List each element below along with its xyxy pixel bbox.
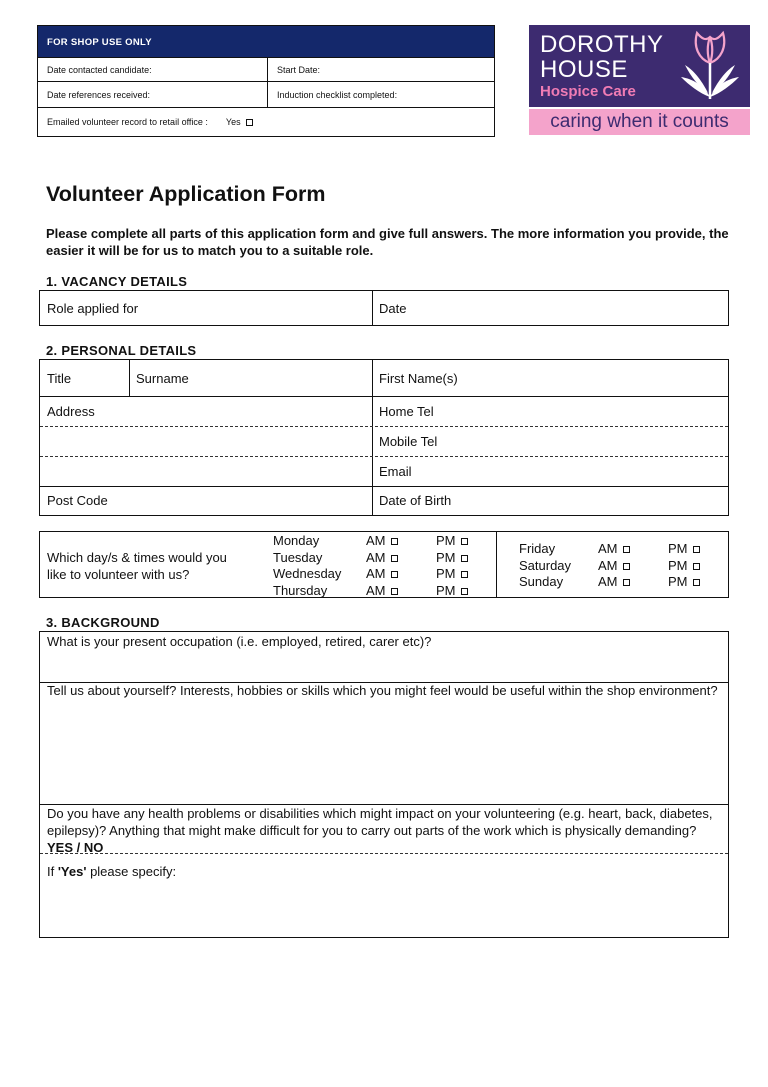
day-saturday: Saturday	[519, 557, 572, 573]
days-right-list	[519, 541, 571, 591]
tulip-icon	[677, 27, 743, 103]
pm-right-list	[668, 541, 700, 591]
dorothy-house-logo	[529, 25, 750, 135]
email-field[interactable]: Email	[379, 463, 412, 479]
if-yes-suffix: please specify:	[86, 864, 177, 879]
dashed-divider	[40, 853, 728, 854]
friday-pm-checkbox[interactable]	[693, 546, 700, 553]
availability-table	[39, 531, 729, 598]
am-label: AM	[598, 557, 618, 573]
address-field[interactable]: Address	[47, 403, 95, 419]
date-contacted-field[interactable]: Date contacted candidate:	[47, 64, 152, 75]
personal-details-table	[39, 359, 729, 516]
saturday-pm-checkbox[interactable]	[693, 563, 700, 570]
am-label: AM	[598, 574, 618, 589]
logo-line2: HOUSE	[540, 56, 628, 83]
section1-heading: 1. VACANCY DETAILS	[46, 274, 188, 289]
about-question: Tell us about yourself? Interests, hobbies or skills which you might feel would be useful within the shop environment?	[47, 683, 718, 698]
home-tel-field[interactable]: Home Tel	[379, 403, 434, 419]
occupation-answer-area[interactable]	[40, 650, 728, 682]
tuesday-am-checkbox[interactable]	[391, 555, 398, 562]
title-field[interactable]: Title	[47, 370, 72, 386]
pm-left-list	[436, 533, 468, 599]
pm-label: PM	[436, 533, 456, 548]
emailed-yes-checkbox[interactable]	[246, 119, 253, 126]
section2-heading: 2. PERSONAL DETAILS	[46, 343, 197, 358]
role-applied-field[interactable]: Role applied for	[47, 300, 139, 316]
sunday-pm-checkbox[interactable]	[693, 579, 700, 586]
pm-label: PM	[668, 557, 688, 573]
health-answer-area[interactable]	[40, 882, 728, 937]
mobile-tel-field[interactable]: Mobile Tel	[379, 433, 438, 449]
emailed-row	[38, 108, 494, 136]
shop-use-header: FOR SHOP USE ONLY	[38, 26, 494, 57]
shop-use-box	[37, 25, 495, 137]
shop-row-2	[38, 81, 494, 107]
am-label: AM	[366, 582, 386, 598]
dob-field[interactable]: Date of Birth	[379, 493, 452, 508]
if-yes-label	[40, 863, 728, 880]
background-table	[39, 631, 729, 938]
day-tuesday: Tuesday	[273, 549, 323, 565]
date-references-field[interactable]: Date references received:	[47, 89, 151, 100]
logo-panel	[529, 25, 750, 107]
day-monday: Monday	[273, 533, 320, 548]
sunday-am-checkbox[interactable]	[623, 579, 630, 586]
emailed-label: Emailed volunteer record to retail office :	[47, 117, 208, 127]
induction-field[interactable]: Induction checklist completed:	[267, 82, 494, 107]
about-answer-area[interactable]	[40, 718, 728, 804]
am-right-list	[598, 541, 630, 591]
monday-am-checkbox[interactable]	[391, 538, 398, 545]
friday-am-checkbox[interactable]	[623, 546, 630, 553]
page-title: Volunteer Application Form	[46, 182, 326, 206]
monday-pm-checkbox[interactable]	[461, 538, 468, 545]
days-left-list	[273, 533, 341, 599]
pm-label: PM	[436, 549, 456, 565]
wednesday-am-checkbox[interactable]	[391, 571, 398, 578]
yes-label: Yes	[225, 117, 241, 127]
thursday-am-checkbox[interactable]	[391, 588, 398, 595]
availability-question: Which day/s & times would you like to volunteer with us?	[47, 550, 227, 582]
surname-field[interactable]: Surname	[136, 370, 189, 386]
shop-row-3	[38, 107, 494, 136]
if-yes-emphasis: 'Yes'	[57, 864, 87, 879]
day-sunday: Sunday	[519, 574, 564, 589]
logo-line1: DOROTHY	[540, 31, 664, 58]
divider	[496, 532, 497, 597]
section3-heading: 3. BACKGROUND	[46, 615, 160, 630]
saturday-am-checkbox[interactable]	[623, 563, 630, 570]
am-label: AM	[598, 541, 618, 556]
health-question	[40, 805, 728, 856]
day-thursday: Thursday	[273, 582, 328, 598]
vacancy-table	[39, 290, 729, 326]
pm-label: PM	[436, 582, 456, 598]
logo-line3: Hospice Care	[540, 83, 636, 100]
thursday-pm-checkbox[interactable]	[461, 588, 468, 595]
day-friday: Friday	[519, 541, 556, 556]
am-label: AM	[366, 566, 386, 581]
vacancy-date-field[interactable]: Date	[379, 300, 407, 316]
occupation-question: What is your present occupation (i.e. employed, retired, carer etc)?	[47, 634, 432, 649]
am-label: AM	[366, 549, 386, 565]
wednesday-pm-checkbox[interactable]	[461, 571, 468, 578]
yes-no-option[interactable]: YES / NO	[47, 840, 104, 855]
day-wednesday: Wednesday	[273, 566, 342, 581]
pm-label: PM	[668, 541, 688, 556]
shop-row-1	[38, 57, 494, 81]
am-left-list	[366, 533, 398, 599]
health-question-text: Do you have any health problems or disabilities which might impact on your volunteering (e.g. heart, back, diabetes, epilepsy)? Anything that might make difficult for you to carry out parts of the work which is physically demanding?	[47, 806, 713, 838]
tuesday-pm-checkbox[interactable]	[461, 555, 468, 562]
intro-text: Please complete all parts of this application form and give full answers. The more information you provide, the easier it will be for us to match you to a suitable role.	[46, 226, 729, 258]
post-code-field[interactable]: Post Code	[47, 493, 108, 508]
logo-tagline: caring when it counts	[529, 109, 750, 135]
pm-label: PM	[436, 566, 456, 581]
first-names-field[interactable]: First Name(s)	[379, 370, 458, 386]
start-date-field[interactable]: Start Date:	[267, 58, 494, 81]
if-yes-prefix: If	[47, 864, 58, 879]
pm-label: PM	[668, 574, 688, 589]
am-label: AM	[366, 533, 386, 548]
